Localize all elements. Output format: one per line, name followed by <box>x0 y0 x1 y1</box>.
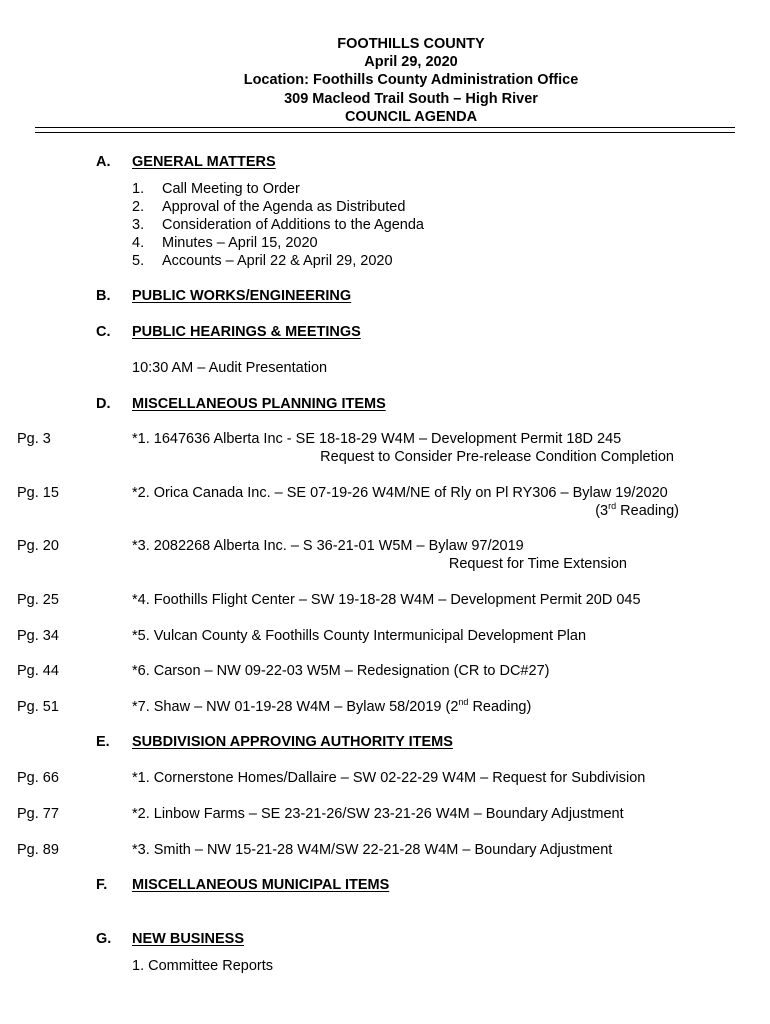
section-e-letter: E. <box>96 734 110 750</box>
meeting-location: Location: Foothills County Administration Office <box>243 72 579 89</box>
page-ref: Pg. 15 <box>17 485 59 501</box>
meeting-date: April 29, 2020 <box>364 54 458 71</box>
section-a-title: GENERAL MATTERS <box>132 154 276 170</box>
section-d-title: MISCELLANEOUS PLANNING ITEMS <box>132 396 386 412</box>
page-ref: Pg. 77 <box>17 806 59 822</box>
section-c-title: PUBLIC HEARINGS & MEETINGS <box>132 324 361 340</box>
page-ref: Pg. 51 <box>17 699 59 715</box>
list-item: 10:30 AM – Audit Presentation <box>132 360 328 376</box>
list-item: 5. Accounts – April 22 & April 29, 2020 <box>132 253 393 269</box>
list-item: *2. Orica Canada Inc. – SE 07-19-26 W4M/NE of Rly on Pl RY306 – Bylaw 19/2020 <box>132 485 668 501</box>
section-b-title: PUBLIC WORKS/ENGINEERING <box>132 288 352 304</box>
section-b-letter: B. <box>96 288 111 304</box>
document-title: COUNCIL AGENDA <box>344 108 478 125</box>
header-rule-bottom <box>35 132 735 133</box>
list-item-detail: Request to Consider Pre-release Condition Completion <box>320 449 674 465</box>
list-item: 4. Minutes – April 15, 2020 <box>132 235 318 251</box>
section-e-title: SUBDIVISION APPROVING AUTHORITY ITEMS <box>132 734 453 750</box>
list-item: *4. Foothills Flight Center – SW 19-18-28 W4M – Development Permit 20D 045 <box>132 592 641 608</box>
section-d-letter: D. <box>96 396 111 412</box>
list-item: 3. Consideration of Additions to the Agenda <box>132 217 424 233</box>
meeting-address: 309 Macleod Trail South – High River <box>284 90 538 107</box>
section-f-letter: F. <box>96 877 108 893</box>
page-ref: Pg. 44 <box>17 663 59 679</box>
page-ref: Pg. 66 <box>17 770 59 786</box>
county-name: FOOTHILLS COUNTY <box>337 36 485 52</box>
list-item: *5. Vulcan County & Foothills County Intermunicipal Development Plan <box>132 628 587 644</box>
page-ref: Pg. 89 <box>17 842 59 858</box>
agenda-header <box>0 35 770 126</box>
list-item: 1. Committee Reports <box>132 958 274 974</box>
list-item: *3. 2082268 Alberta Inc. – S 36-21-01 W5M – Bylaw 97/2019 <box>132 538 524 554</box>
list-item: 2. Approval of the Agenda as Distributed <box>132 199 406 215</box>
page-ref: Pg. 3 <box>17 431 51 447</box>
section-c-letter: C. <box>96 324 111 340</box>
header-rule-top <box>35 127 735 128</box>
list-item-detail: Request for Time Extension <box>448 556 627 572</box>
section-g-title: NEW BUSINESS <box>132 931 244 947</box>
page-ref: Pg. 20 <box>17 538 59 554</box>
list-item: *6. Carson – NW 09-22-03 W5M – Redesignation (CR to DC#27) <box>132 663 550 679</box>
list-item: *3. Smith – NW 15-21-28 W4M/SW 22-21-28 W4M – Boundary Adjustment <box>132 842 613 858</box>
section-g-letter: G. <box>96 931 112 947</box>
list-item: *1. Cornerstone Homes/Dallaire – SW 02-22-29 W4M – Request for Subdivision <box>132 770 646 786</box>
page-ref: Pg. 25 <box>17 592 59 608</box>
list-item: *2. Linbow Farms – SE 23-21-26/SW 23-21-26 W4M – Boundary Adjustment <box>132 806 624 822</box>
page-ref: Pg. 34 <box>17 628 59 644</box>
list-item: *1. 1647636 Alberta Inc - SE 18-18-29 W4M – Development Permit 18D 245 <box>132 431 622 447</box>
list-item-detail: (3rd Reading) <box>595 501 679 519</box>
section-f-title: MISCELLANEOUS MUNICIPAL ITEMS <box>132 877 390 893</box>
list-item: *7. Shaw – NW 01-19-28 W4M – Bylaw 58/2019 (2nd Reading) <box>132 697 532 715</box>
section-a-letter: A. <box>96 154 111 170</box>
list-item: 1. Call Meeting to Order <box>132 181 300 197</box>
